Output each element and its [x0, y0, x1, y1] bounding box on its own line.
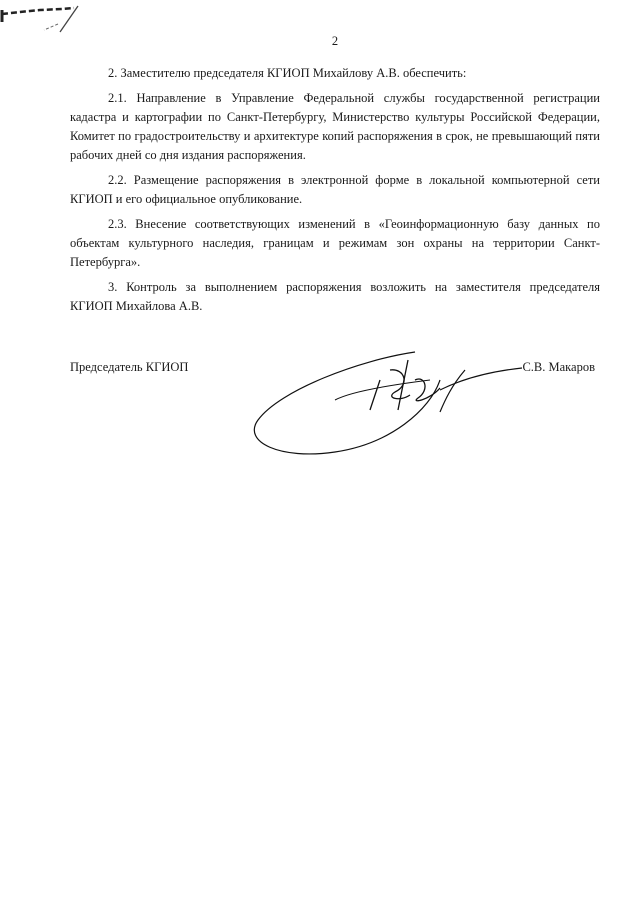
paragraph-2-1: 2.1. Направление в Управление Федеральной службы государственной регистрации кадастра и картографии по Санкт-Петербургу, Министерство культуры Российской Федерации, Комитет по градостроительству и архитектуре копий распоряжения в срок, не превышающий пяти рабочих дней со дня издания распоряжения.: [70, 91, 600, 162]
signer-title: Председатель КГИОП: [70, 360, 189, 374]
paragraph-2-3: 2.3. Внесение соответствующих изменений в «Геоинформационную базу данных по объектам культурного наследия, границам и режимам зон охраны на территории Санкт-Петербурга».: [70, 217, 600, 269]
paragraph-2-2: 2.2. Размещение распоряжения в электронной форме в локальной компьютерной сети КГИОП и его официальное опубликование.: [70, 173, 600, 206]
paragraph-2: 2. Заместителю председателя КГИОП Михайлову А.В. обеспечить:: [108, 66, 467, 80]
handwritten-signature: [240, 340, 530, 470]
signer-name: С.В. Макаров: [522, 360, 595, 374]
paragraph-3: 3. Контроль за выполнением распоряжения возложить на заместителя председателя КГИОП Михайлова А.В.: [70, 280, 600, 313]
document-body: [70, 64, 600, 322]
page-number: 2: [331, 34, 339, 48]
